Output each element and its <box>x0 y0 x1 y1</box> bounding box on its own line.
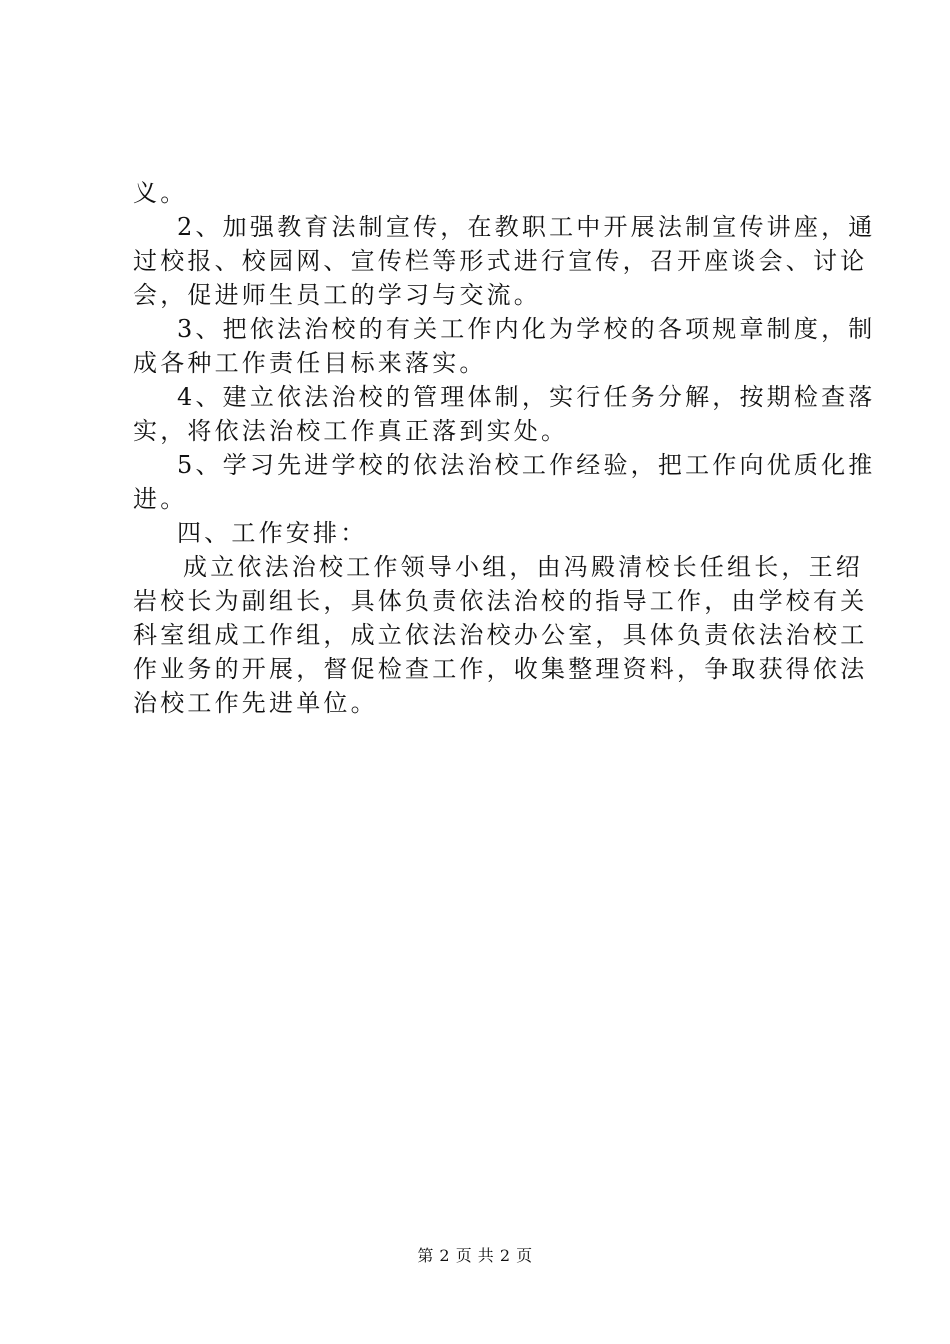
paragraph-item-5-line-2: 进。 <box>133 485 188 513</box>
section-heading-work-arrangement: 四、工作安排： <box>177 519 368 547</box>
paragraph-arrangement-line-3: 科室组成工作组，成立依法治校办公室，具体负责依法治校工 <box>133 621 868 649</box>
paragraph-item-2-line-2: 过校报、校园网、宣传栏等形式进行宣传，召开座谈会、讨论 <box>133 247 868 275</box>
paragraph-item-4-line-2: 实，将依法治校工作真正落到实处。 <box>133 417 569 445</box>
paragraph-item-3-line-2: 成各种工作责任目标来落实。 <box>133 349 487 377</box>
paragraph-item-4-line-1: 4、建立依法治校的管理体制，实行任务分解，按期检查落 <box>177 383 876 411</box>
text-line: 义。 <box>133 179 188 207</box>
paragraph-arrangement-line-1: 成立依法治校工作领导小组，由冯殿清校长任组长，王绍 <box>183 553 863 581</box>
paragraph-item-2-line-1: 2、加强教育法制宣传，在教职工中开展法制宣传讲座，通 <box>177 213 876 241</box>
paragraph-item-2-line-3: 会，促进师生员工的学习与交流。 <box>133 281 541 309</box>
paragraph-arrangement-line-4: 作业务的开展，督促检查工作，收集整理资料，争取获得依法 <box>133 655 868 683</box>
paragraph-item-5-line-1: 5、学习先进学校的依法治校工作经验，把工作向优质化推 <box>177 451 876 479</box>
page-number-footer: 第 2 页 共 2 页 <box>417 1246 533 1265</box>
paragraph-item-3-line-1: 3、把依法治校的有关工作内化为学校的各项规章制度，制 <box>177 315 876 343</box>
document-body <box>133 176 876 720</box>
paragraph-arrangement-line-5: 治校工作先进单位。 <box>133 689 378 717</box>
paragraph-arrangement-line-2: 岩校长为副组长，具体负责依法治校的指导工作，由学校有关 <box>133 587 868 615</box>
